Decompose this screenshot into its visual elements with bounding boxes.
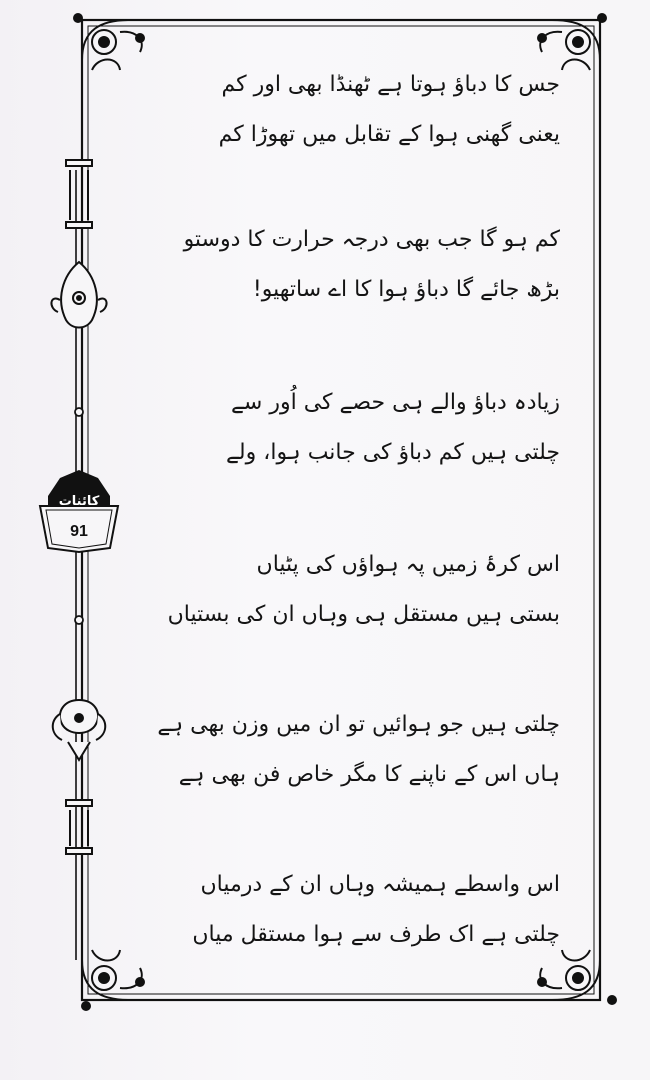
spine-ornament-bars-top (66, 160, 92, 228)
corner-ornament-bottom-left (82, 950, 144, 1000)
verse-line: بڑھ جائے گا دباؤ ہوا کا اے ساتھیو! (252, 277, 560, 302)
spine-ornament-floral-top (51, 262, 106, 328)
verse-line: بستی ہیں مستقل ہی وہاں ان کی بستیاں (167, 602, 560, 627)
verse-line: اس واسطے ہمیشہ وہاں ان کے درمیاں (200, 872, 560, 897)
verse-line: اس کرۂ زمیں پہ ہواؤں کی پٹیاں (256, 552, 560, 577)
verse-line: جس کا دباؤ ہوتا ہے ٹھنڈا بھی اور کم (221, 72, 560, 97)
stanza-4 (160, 540, 560, 640)
verse-line: چلتی ہے اک طرف سے ہوا مستقل میاں (192, 922, 560, 947)
corner-dot-top-right (597, 13, 607, 23)
verse-line: کم ہو گا جب بھی درجہ حرارت کا دوستو (183, 227, 560, 252)
verse-line: چلتی ہیں کم دباؤ کی جانب ہوا، ولے (226, 440, 560, 465)
corner-ornament-top-left (82, 20, 144, 70)
stanza-3 (160, 378, 560, 478)
page-number: 91 (70, 523, 88, 540)
stanza-2 (160, 215, 560, 315)
corner-dot-bottom-right (607, 995, 617, 1005)
verse-line: چلتی ہیں جو ہوائیں تو ان میں وزن بھی ہے (157, 712, 560, 737)
emblem-title: کائنات (58, 494, 100, 509)
stanza-1 (160, 60, 560, 160)
verse-line: یعنی گھنی ہوا کے تقابل میں تھوڑا کم (218, 122, 560, 147)
verse-line: ہاں اس کے ناپنے کا مگر خاص فن بھی ہے (178, 762, 560, 787)
stanza-5 (157, 700, 560, 800)
stanza-6 (160, 860, 560, 960)
page-emblem (40, 470, 118, 552)
spine-ornament-knot (53, 700, 106, 760)
corner-dot-top-left (73, 13, 83, 23)
corner-dot-bottom-left (81, 1001, 91, 1011)
verse-line: زیادہ دباؤ والے ہی حصے کی اُور سے (231, 390, 560, 415)
frame-border (82, 20, 600, 1000)
